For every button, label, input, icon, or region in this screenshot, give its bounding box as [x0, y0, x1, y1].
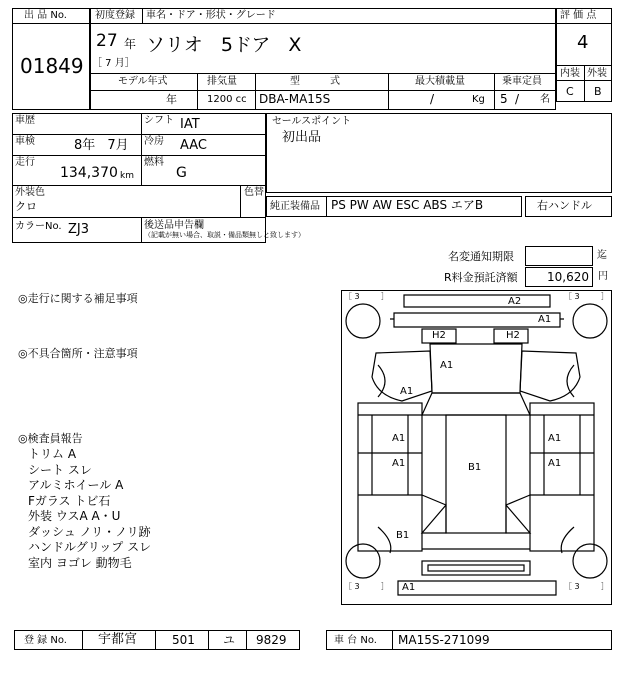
grade-score: 4 [577, 32, 589, 53]
mark-front-bumper: A2 [508, 296, 522, 307]
first-reg-year-unit: 年 [124, 37, 137, 51]
mark-front-panel: A1 [538, 314, 552, 325]
inspector-item: 室内 ヨゴレ 動物毛 [28, 555, 132, 570]
rear-lower-panel [422, 561, 530, 575]
reg-area: 宇都宮 [98, 632, 138, 647]
inspector-item: シート スレ [28, 462, 92, 477]
grade-label: 評 価 点 [560, 10, 597, 21]
wheel-rear-right [573, 544, 607, 578]
exterior-grade: B [594, 85, 602, 98]
inspector-item: ハンドルグリップ スレ [28, 540, 152, 554]
shift-label: シフト [144, 115, 174, 126]
inspector-item: 外装 ウスA A・U [28, 509, 121, 523]
type-value: DBA-MA15S [259, 92, 331, 106]
color-change-label: 色替 [244, 187, 264, 198]
corner-br: ［ 3 ］ [564, 582, 609, 591]
defects-label: ◎不具合箇所・注意事項 [18, 347, 138, 360]
inspection-value: 8年 7月 [74, 138, 129, 153]
name-change-box [525, 246, 593, 266]
reg-kana: ユ [223, 633, 236, 647]
inspector-item: アルミホイール A [28, 478, 124, 492]
mark-rear-door-left: A1 [392, 458, 406, 469]
driving-notes-label: ◎走行に関する補足事項 [18, 292, 138, 305]
sales-point-text: 初出品 [282, 130, 322, 145]
inspector-label: ◎検査員報告 [18, 432, 83, 445]
corner-bl: ［ 3 ］ [344, 582, 389, 591]
capacity-slash: / [515, 92, 520, 106]
name-change-label: 名変通知期限 [448, 250, 514, 263]
after-report-label: 後送品申告欄 [144, 220, 204, 231]
steering-value: 右ハンドル [537, 199, 592, 212]
history-label: 車歴 [15, 115, 35, 126]
rear-bumper-shape [398, 581, 556, 595]
ext-color-label: 外装色 [15, 187, 45, 198]
recycle-unit: 円 [598, 271, 608, 282]
inspection-label: 車検 [15, 136, 35, 147]
max-load-unit: Kg [472, 94, 485, 105]
car-name: ソリオ 5ドア X [146, 34, 302, 56]
interior-grade: C [566, 85, 574, 98]
corner-tl: ［ 3 ］ [344, 292, 389, 301]
chassis-number: MA15S-271099 [398, 633, 490, 647]
capacity-label: 乗車定員 [502, 76, 542, 87]
car-info-label: 車名・ドア・形状・グレード [146, 10, 276, 21]
equipment-value: PS PW AW ESC ABS エアB [331, 198, 484, 212]
inspector-items [28, 447, 151, 571]
model-year-unit: 年 [166, 93, 177, 106]
front-bumper-shape [404, 295, 550, 307]
mark-roof: B1 [468, 462, 482, 473]
sales-point-label: セールスポイント [272, 116, 352, 127]
recycle-label: R料金預託済額 [444, 271, 518, 284]
mark-front-door-right: A1 [548, 433, 562, 444]
damage-diagram [341, 290, 612, 605]
displacement-label: 排気量 [207, 76, 237, 87]
mark-rear-fender-left: B1 [396, 530, 410, 541]
first-reg-label: 初度登録 [95, 10, 135, 21]
after-report-note: （記載が無い場合、取説・備品類無しと致します） [144, 231, 305, 239]
reg-number: 9829 [256, 633, 287, 647]
mark-hood: A1 [440, 360, 454, 371]
fuel-value: G [176, 165, 187, 181]
first-reg-year: 27 [96, 31, 118, 51]
recycle-amount: 10,620 [547, 270, 589, 284]
max-load-value: / [430, 92, 435, 106]
first-reg-month: ［ 7 月］ [92, 58, 135, 69]
lot-label: 出 品 No. [24, 10, 67, 21]
model-year-label: モデル年式 [118, 76, 168, 87]
color-no-value: ZJ3 [68, 222, 90, 237]
mark-front-fender-left: A1 [400, 386, 414, 397]
chassis-label: 車 台 No. [334, 635, 377, 646]
displacement-value: 1200 cc [207, 94, 247, 105]
roof-shape [446, 415, 506, 533]
corner-tr: ［ 3 ］ [564, 292, 609, 301]
capacity-value: 5 [500, 92, 508, 106]
mark-rear-door-right: A1 [548, 458, 562, 469]
inspector-item: トリム A [28, 447, 77, 461]
color-no-label: カラーNo. [15, 221, 62, 232]
mileage-unit: km [120, 171, 134, 181]
mark-rear-bumper: A1 [402, 582, 416, 593]
wheel-front-left [346, 304, 380, 338]
max-load-label: 最大積載量 [415, 76, 465, 87]
interior-grade-label: 内装 [560, 68, 580, 79]
inspector-item: ダッシュ ノリ・ノリ跡 [28, 524, 151, 539]
lot-number: 01849 [20, 54, 84, 78]
mark-headlight-right: H2 [506, 330, 520, 341]
mark-front-door-left: A1 [392, 433, 406, 444]
inspector-item: Fガラス トビ石 [28, 493, 111, 508]
name-change-unit: 迄 [597, 250, 607, 261]
type-label: 型 式 [290, 76, 340, 87]
capacity-unit: 名 [540, 94, 550, 105]
mileage-label: 走行 [15, 157, 35, 168]
ac-value: AAC [180, 138, 207, 153]
exterior-grade-label: 外装 [587, 68, 607, 79]
wheel-rear-left [346, 544, 380, 578]
shift-value: IAT [180, 117, 200, 132]
mileage-value: 134,370 [60, 165, 118, 181]
reg-label: 登 録 No. [24, 635, 67, 646]
ext-color-value: クロ [15, 200, 37, 213]
fuel-label: 燃料 [144, 157, 164, 168]
ac-label: 冷房 [144, 136, 164, 147]
equipment-label: 純正装備品 [270, 201, 320, 212]
reg-class: 501 [172, 633, 195, 647]
wheel-front-right [573, 304, 607, 338]
mark-headlight-left: H2 [432, 330, 446, 341]
